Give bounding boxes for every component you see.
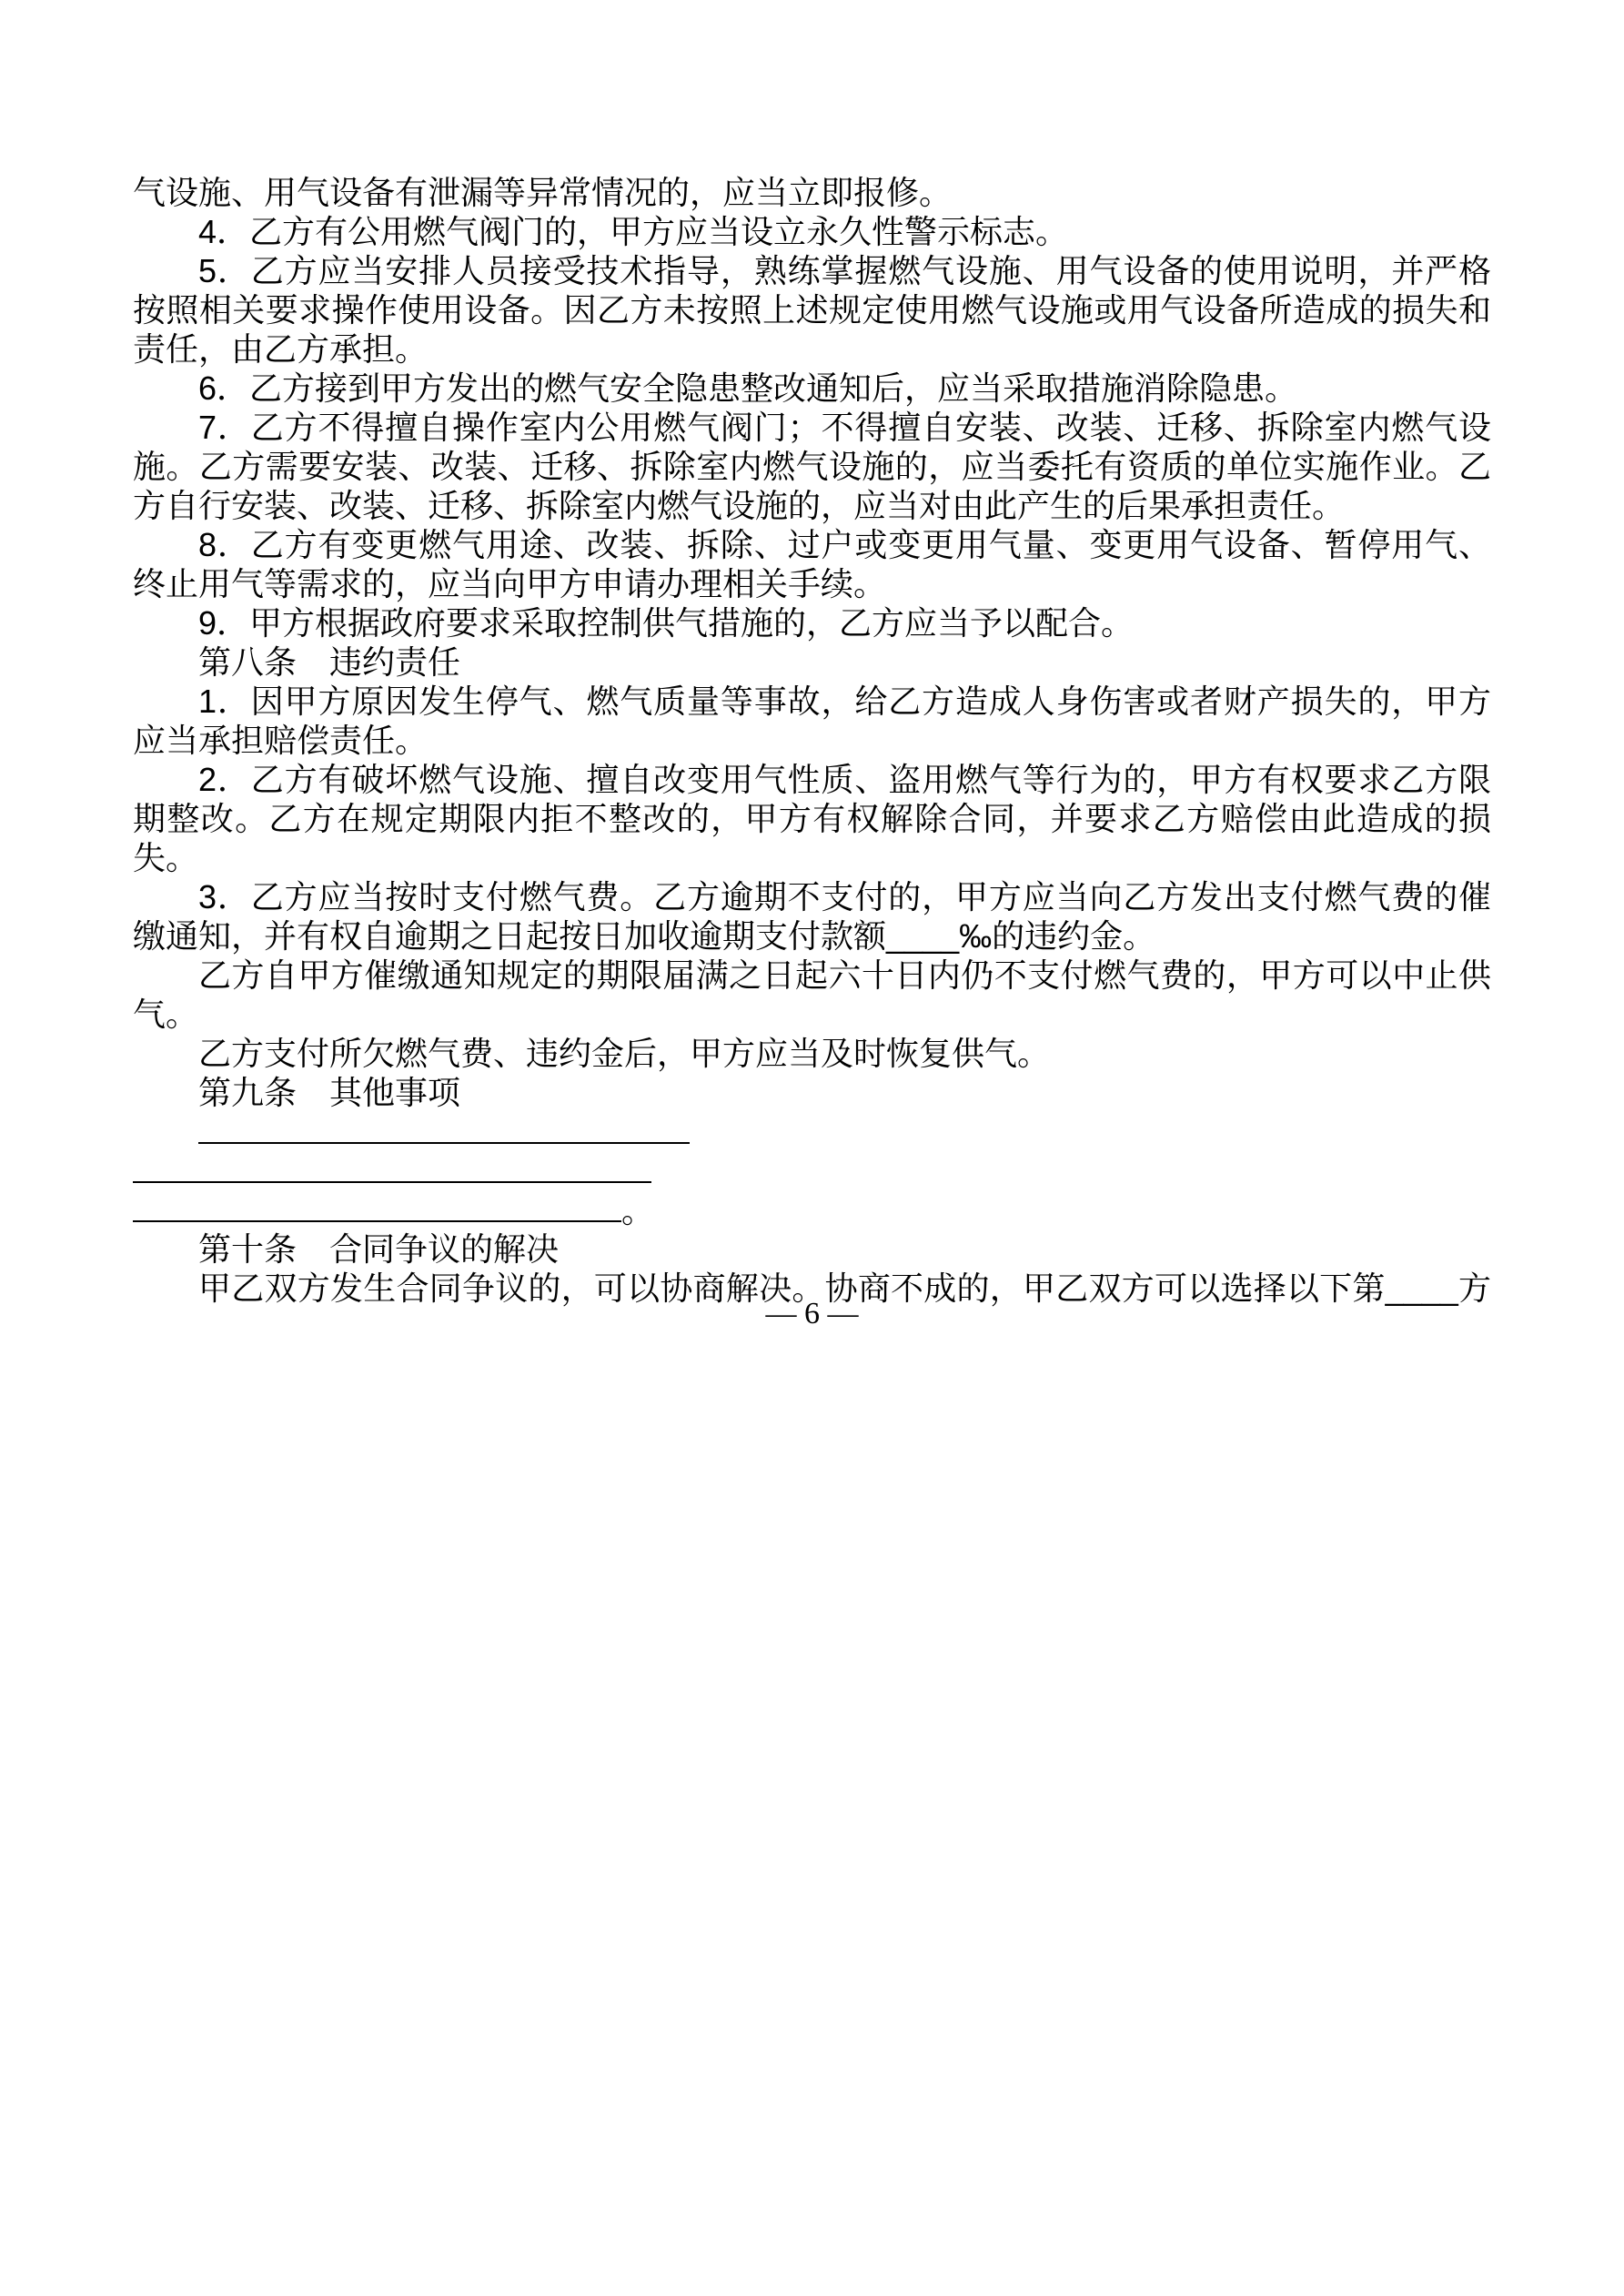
contract-paragraph: 气设施、用气设备有泄漏等异常情况的，应当立即报修。: [133, 174, 953, 211]
contract-paragraph: 1．因甲方原因发生停气、燃气质量等事故，给乙方造成人身伤害或者财产损失的，甲方应当承担赔偿责任。: [133, 683, 1491, 759]
contract-paragraph: 9．甲方根据政府要求采取控制供气措施的，乙方应当予以配合。: [198, 604, 1135, 642]
other-matters-blank-row: [133, 1190, 1491, 1229]
blank-line-period: 。: [621, 1192, 655, 1229]
contract-paragraph: 4．乙方有公用燃气阀门的，甲方应当设立永久性警示标志。: [198, 213, 1069, 250]
contract-paragraph: 乙方支付所欠燃气费、违约金后，甲方应当及时恢复供气。: [198, 1035, 1051, 1072]
contract-paragraph: 乙方自甲方催缴通知规定的期限届满之日起六十日内仍不支付燃气费的，甲方可以中止供气。: [133, 956, 1491, 1033]
contract-paragraph: 8．乙方有变更燃气用途、改装、拆除、过户或变更用气量、变更用气设备、暂停用气、终止用气等需求的，应当向甲方申请办理相关手续。: [133, 526, 1491, 602]
fill-in-blank-line[interactable]: [198, 1112, 690, 1144]
contract-paragraph: 2．乙方有破坏燃气设施、擅自改变用气性质、盗用燃气等行为的，甲方有权要求乙方限期整改。乙方在规定期限内拒不整改的，甲方有权解除合同，并要求乙方赔偿由此造成的损失。: [133, 761, 1491, 876]
article-9-heading: 第九条 其他事项: [198, 1074, 461, 1111]
other-matters-blank-row: [133, 1151, 1491, 1190]
contract-paragraph: 7．乙方不得擅自操作室内公用燃气阀门；不得擅自安装、改装、迁移、拆除室内燃气设施。乙方需要安装、改装、迁移、拆除室内燃气设施的，应当委托有资质的单位实施作业。乙方自行安装、改装、迁移、拆除室内燃气设施的，应当对由此产生的后果承担责任。: [133, 409, 1491, 524]
other-matters-blank-row: [133, 1112, 1491, 1151]
article-8-heading: 第八条 违约责任: [198, 643, 461, 681]
page-number: — 6 —: [765, 1297, 859, 1330]
contract-paragraph: 6．乙方接到甲方发出的燃气安全隐患整改通知后，应当采取措施消除隐患。: [198, 369, 1298, 407]
fill-in-blank-line[interactable]: [133, 1190, 621, 1222]
contract-paragraph: 5．乙方应当安排人员接受技术指导，熟练掌握燃气设施、用气设备的使用说明，并严格按照相关要求操作使用设备。因乙方未按照上述规定使用燃气设施或用气设备所造成的损失和责任，由乙方承担。: [133, 252, 1491, 368]
contract-paragraph: 甲乙双方发生合同争议的，可以协商解决。协商不成的，甲乙双方可以选择以下第____方: [198, 1269, 1491, 1307]
article-10-heading: 第十条 合同争议的解决: [198, 1230, 560, 1268]
contract-paragraph: 3．乙方应当按时支付燃气费。乙方逾期不支付的，甲方应当向乙方发出支付燃气费的催缴通知，并有权自逾期之日起按日加收逾期支付款额____‰的违约金。: [133, 878, 1491, 955]
fill-in-blank-line[interactable]: [133, 1151, 651, 1183]
contract-body: [133, 173, 1491, 1308]
